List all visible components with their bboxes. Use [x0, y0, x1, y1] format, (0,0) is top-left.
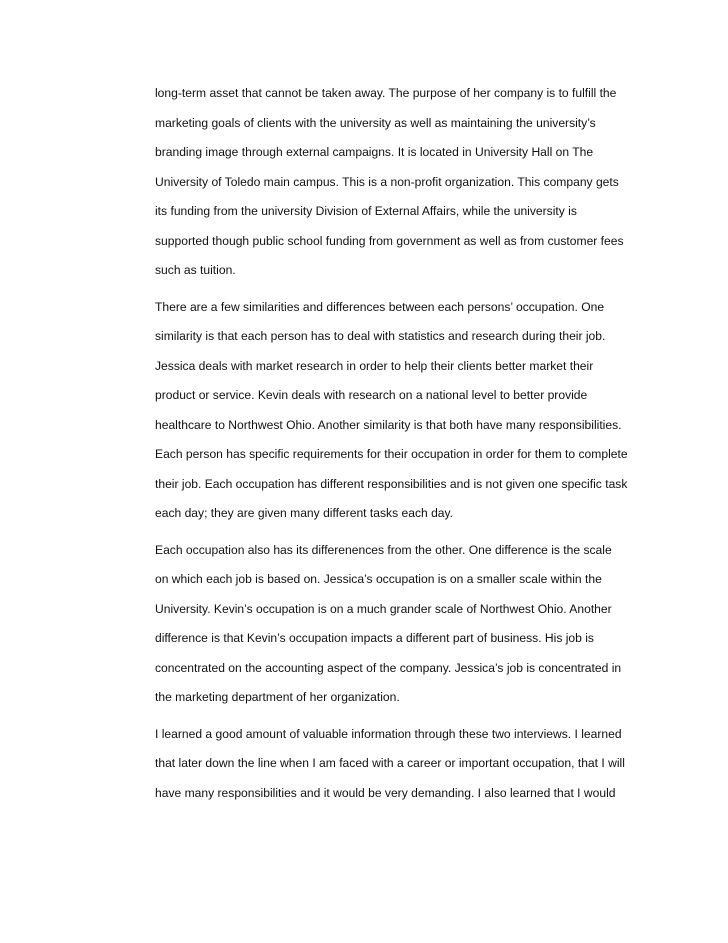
text-line: supported though public school funding from government as well as from customer fees [155, 233, 624, 248]
text-line: their job. Each occupation has different responsibilities and is not given one specific task [155, 476, 628, 491]
text-line: that later down the line when I am faced with a career or important occupation, that I will [155, 756, 625, 770]
text-line: difference is that Kevin’s occupation impacts a different part of business. His job is [155, 631, 594, 645]
text-line: have many responsibilities and it would be very demanding. I also learned that I would [155, 785, 616, 800]
text-line: the marketing department of her organization. [155, 690, 400, 704]
paragraph-1 [155, 83, 655, 290]
text-line: such as tuition. [155, 263, 236, 277]
text-line: on which each job is based on. Jessica’s occupation is on a smaller scale within the [155, 572, 602, 586]
text-line: There are a few similarities and differences between each persons’ occupation. One [155, 299, 605, 314]
paragraph-4 [155, 724, 655, 813]
text-line: healthcare to Northwest Ohio. Another similarity is that both have many responsibilities. [155, 417, 622, 432]
text-line: branding image through external campaigns. It is located in University Hall on The [155, 145, 594, 159]
text-line: product or service. Kevin deals with research on a national level to better provide [155, 388, 588, 402]
text-line: marketing goals of clients with the university as well as maintaining the university’s [155, 115, 596, 130]
text-line: concentrated on the accounting aspect of the company. Jessica’s job is concentrated in [155, 660, 622, 675]
text-line: long-term asset that cannot be taken away. The purpose of her company is to fulfill the [155, 86, 617, 100]
text-line: Each occupation also has its differenences from the other. One difference is the scale [155, 542, 612, 557]
paragraph-2 [155, 297, 655, 533]
document-body [155, 83, 655, 812]
text-line: Each person has specific requirements for their occupation in order for them to complete [155, 447, 628, 461]
text-line: I learned a good amount of valuable information through these two interviews. I learned [155, 726, 622, 741]
text-line: University of Toledo main campus. This is a non-profit organization. This company gets [155, 174, 619, 189]
text-line: University. Kevin’s occupation is on a much grander scale of Northwest Ohio. Another [155, 601, 612, 616]
text-line: Jessica deals with market research in order to help their clients better market their [155, 358, 594, 373]
text-line: similarity is that each person has to deal with statistics and research during their job. [155, 329, 606, 343]
text-line: its funding from the university Division of External Affairs, while the university is [155, 204, 577, 218]
text-line: each day; they are given many different tasks each day. [155, 506, 454, 520]
paragraph-3 [155, 540, 655, 717]
